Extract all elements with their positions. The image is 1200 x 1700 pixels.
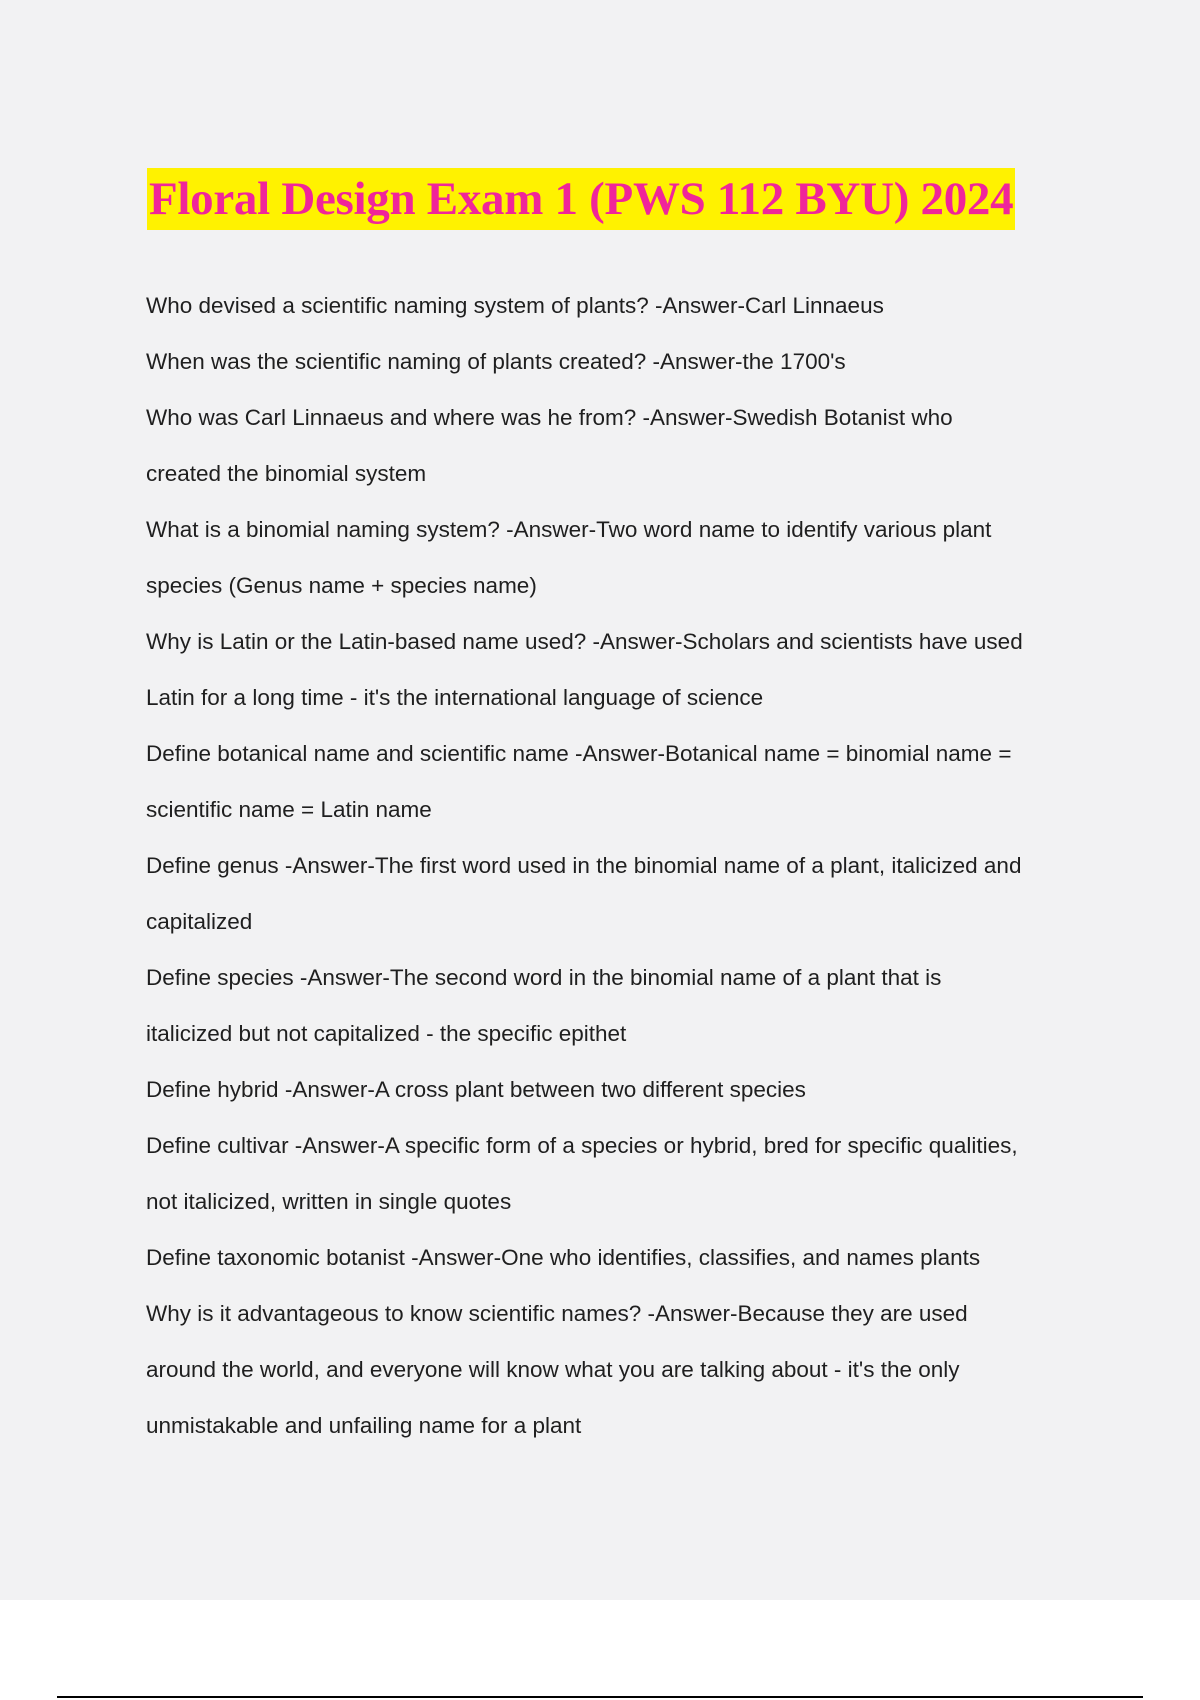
text-line: What is a binomial naming system? -Answer-Two word name to identify various plant: [146, 517, 992, 542]
text-line: around the world, and everyone will know what you are talking about - it's the only: [146, 1357, 960, 1382]
text-line: Why is Latin or the Latin-based name used? -Answer-Scholars and scientists have used: [146, 629, 1023, 654]
text-line: capitalized: [146, 909, 253, 934]
text-line: Define cultivar -Answer-A specific form of a species or hybrid, bred for specific qualities,: [146, 1133, 1018, 1158]
text-line: Who was Carl Linnaeus and where was he from? -Answer-Swedish Botanist who: [146, 405, 953, 430]
text-line: When was the scientific naming of plants created? -Answer-the 1700's: [146, 349, 846, 374]
page-title: Floral Design Exam 1 (PWS 112 BYU) 2024: [149, 173, 1014, 225]
text-line: Define taxonomic botanist -Answer-One who identifies, classifies, and names plants: [146, 1245, 981, 1270]
text-line: species (Genus name + species name): [146, 573, 537, 598]
text-line: italicized but not capitalized - the specific epithet: [146, 1021, 627, 1046]
text-line: Latin for a long time - it's the international language of science: [146, 685, 764, 710]
text-line: Define species -Answer-The second word in the binomial name of a plant that is: [146, 965, 942, 990]
text-line: Define botanical name and scientific name -Answer-Botanical name = binomial name =: [146, 741, 1012, 766]
qa-list: [146, 278, 1096, 1454]
text-line: scientific name = Latin name: [146, 797, 432, 822]
text-line: created the binomial system: [146, 461, 427, 486]
title-highlight: [147, 168, 1015, 230]
text-line: not italicized, written in single quotes: [146, 1189, 512, 1214]
text-line: Why is it advantageous to know scientific names? -Answer-Because they are used: [146, 1301, 968, 1326]
text-line: unmistakable and unfailing name for a plant: [146, 1413, 582, 1438]
text-line: Define genus -Answer-The first word used in the binomial name of a plant, italicized and: [146, 853, 1022, 878]
footer-divider: [57, 1696, 1143, 1698]
text-line: Define hybrid -Answer-A cross plant between two different species: [146, 1077, 806, 1102]
text-line: Who devised a scientific naming system of plants? -Answer-Carl Linnaeus: [146, 293, 884, 318]
